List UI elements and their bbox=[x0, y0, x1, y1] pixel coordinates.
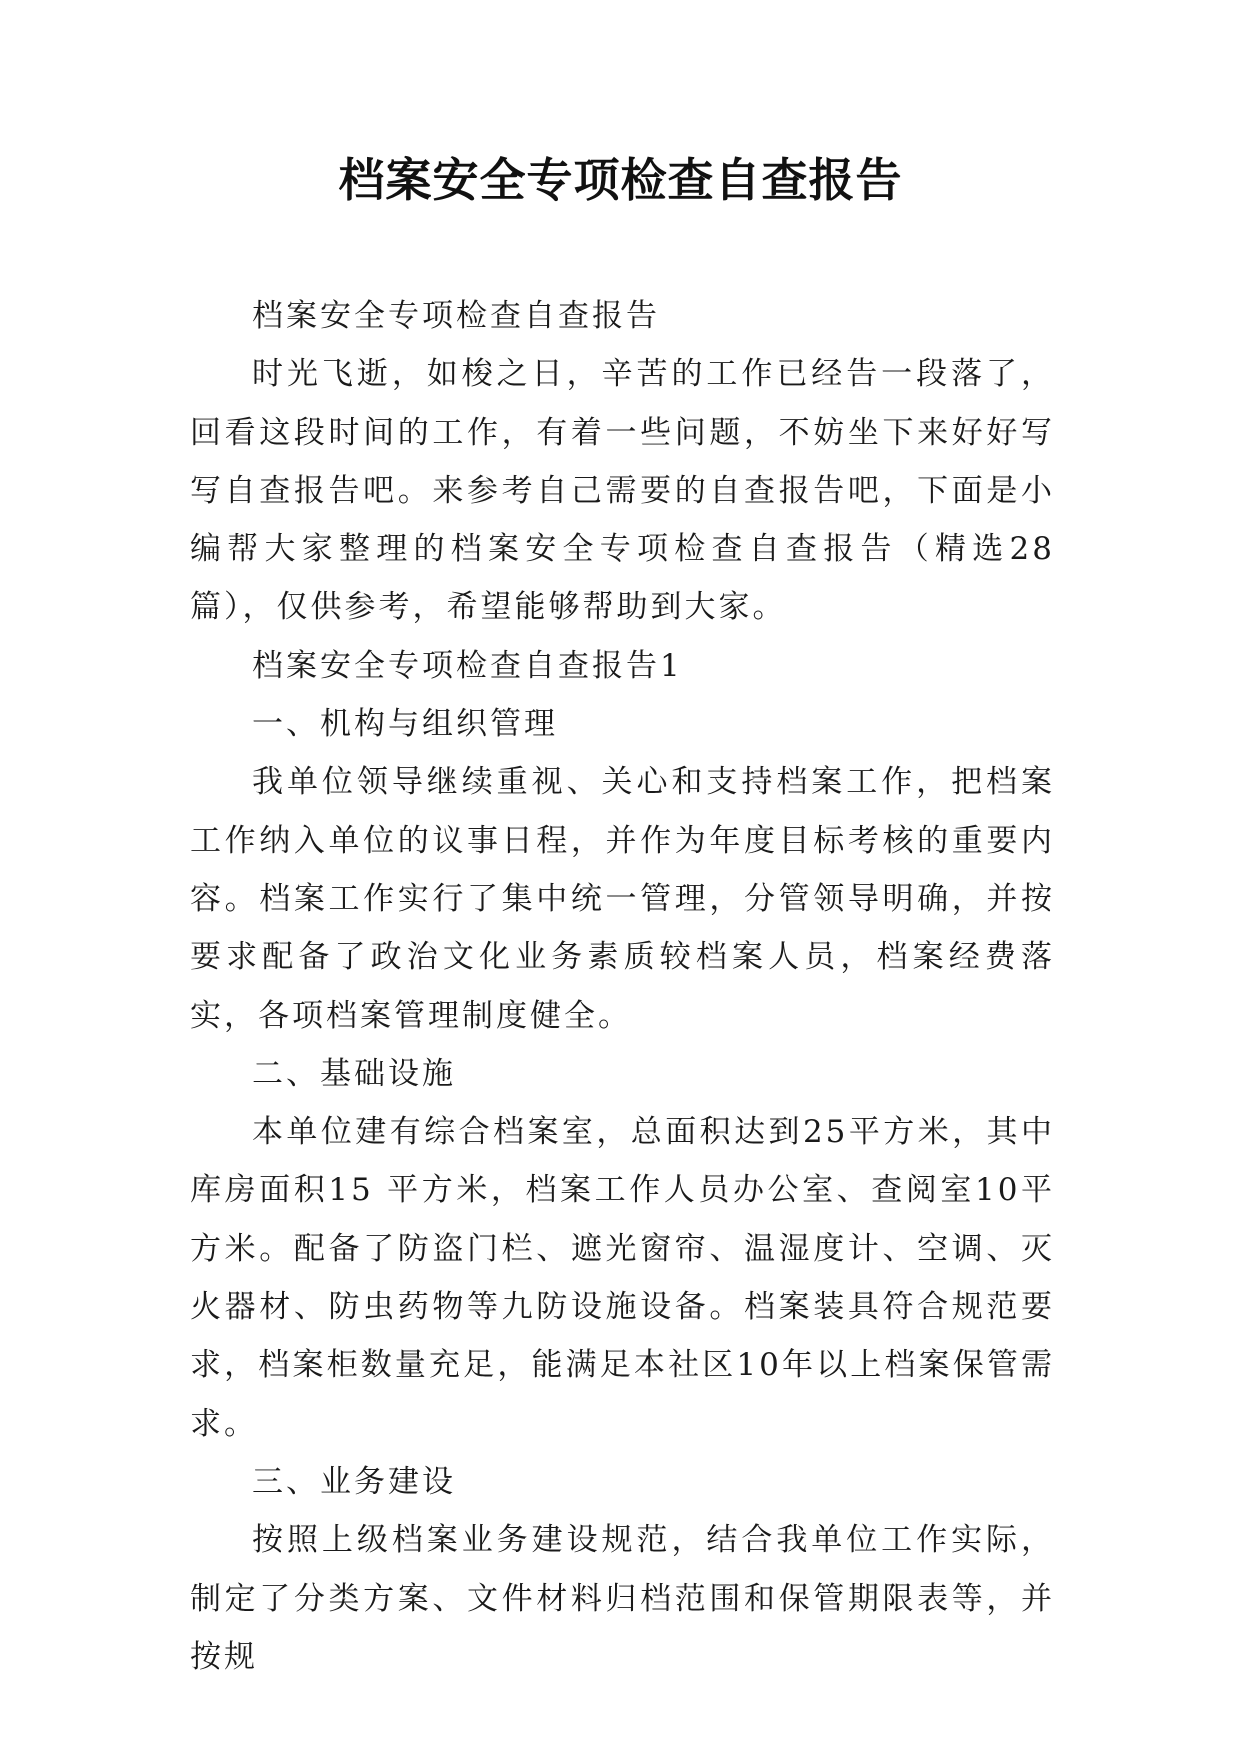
section-heading-infrastructure: 二、基础设施 bbox=[252, 1055, 456, 1092]
document-title: 档案安全专项检查自查报告 bbox=[338, 153, 903, 207]
paragraph-infrastructure: 本单位建有综合档案室，总面积达到25平方米，其中库房面积15 平方米，档案工作人员办公室、查阅室10平方米。配备了防盗门栏、遮光窗帘、温湿度计、空调、灭火器材、防虫药物等九防设施设备。档案装具符合规范要求，档案柜数量充足，能满足本社区10年以上档案保管需求。 bbox=[190, 1114, 1055, 1442]
paragraph-organization: 我单位领导继续重视、关心和支持档案工作，把档案工作纳入单位的议事日程，并作为年度目标考核的重要内容。档案工作实行了集中统一管理，分管领导明确，并按要求配备了政治文化业务素质较档案人员，档案经费落实，各项档案管理制度健全。 bbox=[190, 764, 1055, 1034]
paragraph-business: 按照上级档案业务建设规范，结合我单位工作实际，制定了分类方案、文件材料归档范围和保管期限表等，并按规 bbox=[190, 1522, 1055, 1675]
section-heading-business: 三、业务建设 bbox=[252, 1463, 456, 1500]
paragraph-report-1-title: 档案安全专项检查自查报告1 bbox=[252, 647, 683, 684]
paragraph-intro: 时光飞逝，如梭之日，辛苦的工作已经告一段落了，回看这段时间的工作，有着一些问题，不妨坐下来好好写写自查报告吧。来参考自己需要的自查报告吧，下面是小编帮大家整理的档案安全专项检查自查报告（精选28篇），仅供参考，希望能够帮助到大家。 bbox=[190, 356, 1055, 626]
section-heading-organization: 一、机构与组织管理 bbox=[252, 706, 558, 743]
document-body bbox=[190, 287, 1055, 1686]
paragraph-heading-repeat: 档案安全专项检查自查报告 bbox=[252, 298, 660, 334]
